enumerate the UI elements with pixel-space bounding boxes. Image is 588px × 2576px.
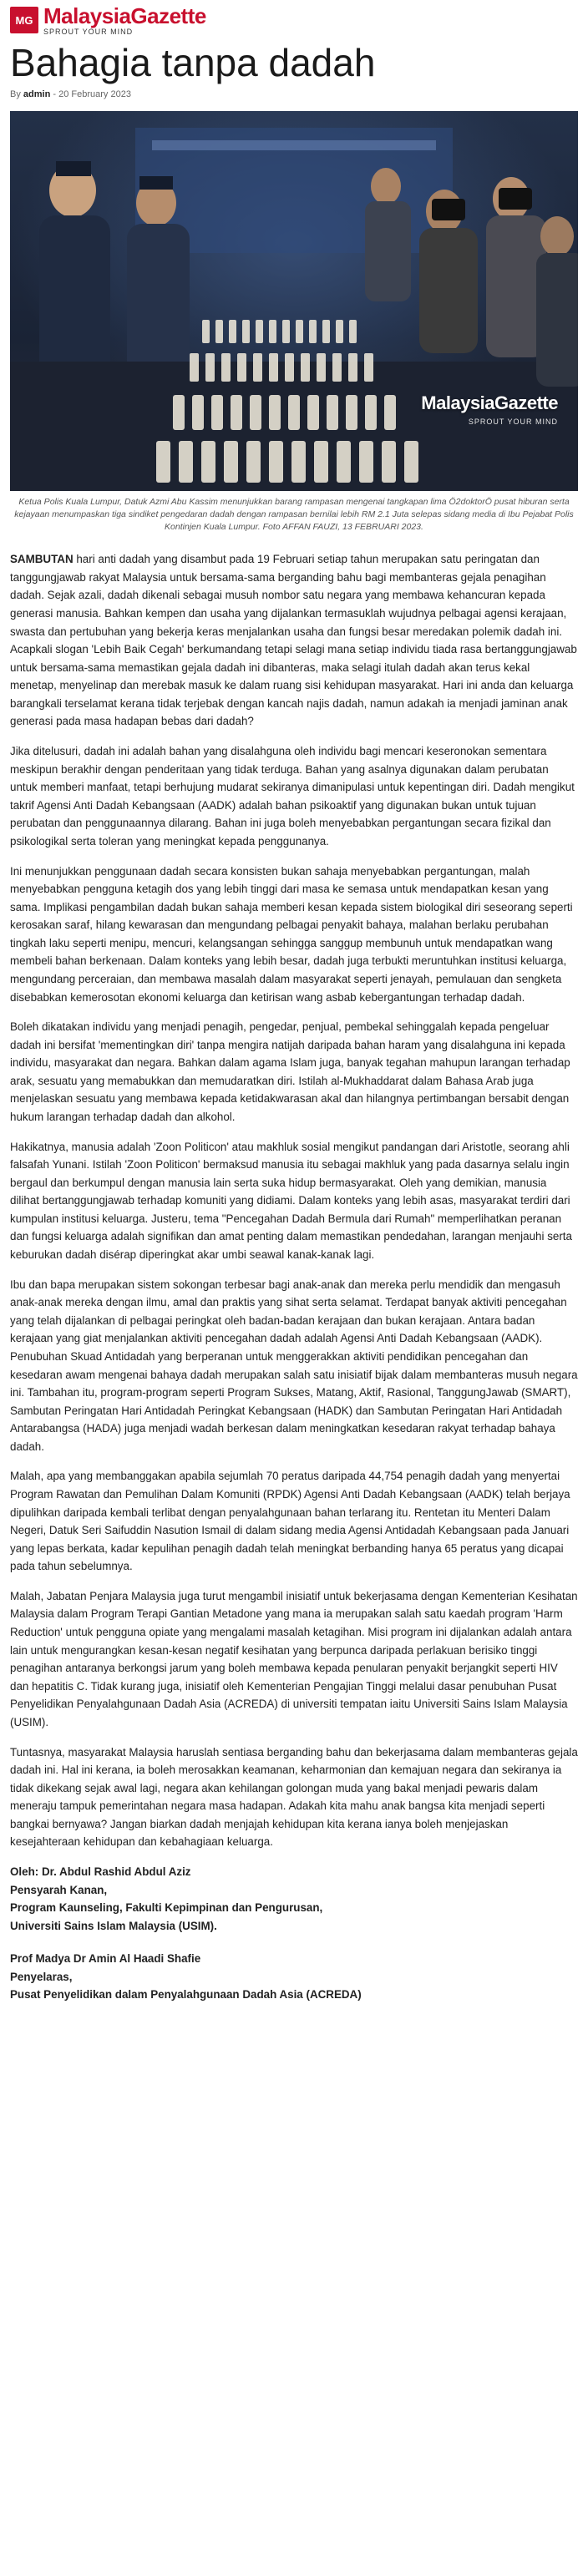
article-paragraph-8: Malah, Jabatan Penjara Malaysia juga turut mengambil inisiatif untuk bekerjasama dengan Kementerian Kesihatan Malaysia dalam Program Terapi Gantian Metadone yang mana ia merupakan salah satu kaedah program 'Harm Reduction' untuk pengguna opiate yang mengalami masalah ketagihan. Misi program ini dijalankan adalah antara lain untuk mengurangkan kesan-kesan negatif kesihatan yang berpunca daripada perlakuan berisiko tinggi penagihan antaranya berkongsi jarum yang boleh membawa kepada penularan penyakit berjangkit seperti HIV dan hepatitis C. Tidak kurang juga, inisiatif oleh Kementerian Pengajian Tinggi melalui dasar penubuhan Pusat Penyelidikan Penyalahgunaan Dadah Asia (ACREDA) di universiti tempatan iaitu Universiti Sains Islam Malaysia (USIM). bbox=[10, 1589, 578, 1728]
site-logo-text: MalaysiaGazette bbox=[43, 3, 206, 28]
signature-line: Penyelaras, bbox=[10, 1970, 73, 1983]
article-paragraph-6: Ibu dan bapa merupakan sistem sokongan terbesar bagi anak-anak dan mereka perlu mendidik dan mengasuh anak-anak mereka dengan ilmu, amal dan praktis yang sihat serta selamat. Terdapat banyak aktiviti pencegahan yang telah dijalankan di pelbagai peringkat oleh badan-badan kerajaan dan bukan kerajaan. Antara badan kerajaan yang giat menjalankan aktiviti pencegahan dadah adalah Agensi Anti Dadah Kebangsaan (AADK). Penubuhan Skuad Antidadah yang berperanan untuk menggerakkan aktiviti pendidikan pencegahan dan kesedaran awam mengenai bahaya dadah merupakan salah satu inisiatif bijak dalam membanteras musuh negara ini. Tambahan itu, program-program seperti Program Sukses, Matang, Aktif, Rasional, TanggungJawab (SMART), Sambutan Peringatan Hari Antidadah Peringkat Kebangsaan (HADK) dan Sambutan Peringatan Hari Antidadah Antarabangsa (HADA) juga menjadi wadah berkesan dalam meningkatkan kesedaran rakyat terhadap bahaya dadah. bbox=[10, 1278, 578, 1453]
article-paragraph-5: Hakikatnya, manusia adalah 'Zoon Politicon' atau makhluk sosial mengikut pandangan dari Aristotle, seorang ahli falsafah Yunani. Istilah 'Zoon Politicon' bermaksud manusia itu sebagai makhluk yang pada dasarnya selalu ingin bergaul dan berkumpul dengan manusia lain serta suka hidup bermasyarakat. Oleh yang demikian, manusia dilihat bertanggungjawab terhadap komuniti yang didiami. Dalam konteks yang lebih asas, masyarakat terdiri dari kumpulan institusi keluarga. Justeru, tema "Pencegahan Dadah Bermula dari Rumah" memperlihatkan peranan dan fungsi keluarga adalah signifikan dan amat penting dalam memastikan pendedahan, larangan menjauhi serta keburukan dadah disérap diperingkat akar umbi seawal kanak-kanak lagi. bbox=[10, 1140, 572, 1262]
lead-word: SAMBUTAN bbox=[10, 553, 74, 566]
author-signature-2 bbox=[10, 1950, 578, 2004]
paragraph-text: hari anti dadah yang disambut pada 19 Februari setiap tahun merupakan satu peringatan dan tanggungjawab rakyat Malaysia untuk bersama-sama berganding bahu bagi membanteras gejala penagihan dadah. Sejak azali, dadah dikenali sebagai musuh nombor satu negara yang membawa kehancuran kepada generasi manusia. Bahkan kempen dan usaha yang dijalankan termasuklah wujudnya pelbagai agensi kerajaan, swasta dan pertubuhan yang bekerja keras menjalankan usaha dan fungsi besar meredakan polemik dadah ini. Acapkali slogan 'Lebih Baik Cegah' berkumandang tetapi selagi mana setiap individu tiada rasa bertanggungjawab untuk bersama-sama memastikan gejala dadah ini dibanteras, maka selagi itulah dadah akan terus kekal menetap, menyelinap dan merebak masuk ke dalam ruang sisi kehidupan masyarakat. Hari ini anda dan keluarga barangkali terselamat kerana tidak terjebak dengan kancah najis dadah, namun adakah ia menjadi jaminan anak generasi pada masa hadapan bebas dari dadah? bbox=[10, 553, 577, 728]
article-paragraph-3: Ini menunjukkan penggunaan dadah secara konsisten bukan sahaja menyebabkan pergantungan, malah menyebabkan pengguna ketagih dos yang lebih tinggi dari masa ke semasa untuk mendapatkan kesan yang sama. Implikasi pengambilan dadah bukan sahaja memberi kesan kepada sistem biologikal diri seseorang seperti kerosakan saraf, hilang kewarasan dan mengundang pelbagai penyakit bahaya, malahan berlaku perubahan tingkah laku seperti menipu, mencuri, kelangsangan sehingga sanggup membunuh untuk mendapatkan wang membeli bahan berkenaan. Dalam konteks yang lebih besar, dadah juga terbukti meruntuhkan institusi keluarga, mengundang perceraian, dan membawa masalah dalam masyarakat seperti jenayah, pemulauan dan sengketa disebabkan kemerosotan ekonomi keluarga dan ketirisan wang asbab kebergantungan terhadap dadah. bbox=[10, 864, 573, 1004]
article-title: Bahagia tanpa dadah bbox=[10, 41, 376, 84]
hero-photo-illustration bbox=[10, 111, 578, 491]
author-link[interactable]: admin bbox=[23, 89, 51, 99]
site-tagline: SPROUT YOUR MIND bbox=[43, 27, 134, 36]
hero-watermark: MalaysiaGazette bbox=[421, 392, 558, 413]
article-paragraph-2: Jika ditelusuri, dadah ini adalah bahan yang disalahguna oleh individu bagi mencari keseronokan sementara meskipun berakhir dengan penderitaan yang tidak terduga. Bahan yang asalnya digunakan dalam perubatan untuk memberi manfaat, tetapi berhujung mudarat sekiranya dimanipulasi untuk kepentingan diri. Dadah mengikut takrif Agensi Anti Dadah Kebangsaan (AADK) adalah bahan psikoaktif yang digunakan bukan untuk tujuan perubatan dan penggunaannya dilarang. Bahan ini juga boleh menyebabkan pergantungan secara fizikal dan psikologikal serta toleran yang meningkat kepada penggunanya. bbox=[10, 745, 575, 848]
article-paragraph-4: Boleh dikatakan individu yang menjadi penagih, pengedar, penjual, pembekal sehinggalah kepada pengeluar dadah ini bersifat 'mementingkan diri' tanpa mengira natijah daripada bahan haram yang disalahguna ini kepada individu, masyarakat dan negara. Bahkan dalam agama Islam juga, banyak tegahan mahupun larangan terhadap arak, sesuatu yang memabukkan dan memudaratkan diri. Istilah al-Mukhaddarat dalam Bahasa Arab juga menjelaskan sesuatu yang membawa kepada ketidakwarasan akal dan hilangnya pertimbangan bersabit dengan hukum larangan terhadap dadah dan alkohol. bbox=[10, 1020, 570, 1124]
byline-separator: - bbox=[53, 89, 57, 99]
signature-line: Prof Madya Dr Amin Al Haadi Shafie bbox=[10, 1952, 201, 1966]
signature-line: Pensyarah Kanan, bbox=[10, 1883, 108, 1896]
article-paragraph-1 bbox=[10, 550, 578, 731]
article-paragraph-9: Tuntasnya, masyarakat Malaysia haruslah sentiasa berganding bahu dan bekerjasama dalam membanteras gejala dadah ini. Hal ini kerana, ia boleh merosakkan keamanan, keharmonian dan kemajuan negara dan sekiranya ia tidak dikekang sejak awal lagi, negara akan kehilangan golongan muda yang bakal menjadi pewaris dalam meneraju tampuk pemerintahan negara masa hadapan. Adakah kita mahu anak bangsa kita menjadi seperti bangkai bernyawa? Jangan biarkan dadah menjajah kehidupan kita kerana ianya boleh menjejaskan kesejahteraan kehidupan dan kebahagiaan keluarga. bbox=[10, 1745, 578, 1849]
signature-line: Universiti Sains Islam Malaysia (USIM). bbox=[10, 1919, 217, 1932]
signature-line: Program Kaunseling, Fakulti Kepimpinan dan Pengurusan, bbox=[10, 1901, 323, 1915]
hero-image bbox=[10, 111, 578, 491]
article-body bbox=[10, 550, 578, 2004]
publish-date: 20 February 2023 bbox=[58, 89, 131, 99]
site-logo-mark[interactable]: MG bbox=[10, 7, 38, 33]
site-header bbox=[10, 0, 578, 38]
author-signature-1 bbox=[10, 1863, 578, 1935]
byline bbox=[10, 89, 578, 99]
site-logo[interactable] bbox=[43, 5, 206, 36]
signature-line: Pusat Penyelidikan dalam Penyalahgunaan Dadah Asia (ACREDA) bbox=[10, 1988, 362, 2002]
byline-prefix: By bbox=[10, 89, 21, 99]
image-caption: Ketua Polis Kuala Lumpur, Datuk Azmi Abu Kassim menunjukkan barang rampasan mengenai tangkapan lima Ö2doktorÖ pusat hiburan serta kejayaan menumpaskan tiga sindiket pengedaran dadah dengan rampasan bernilai lebih RM 2.1 Juta selepas sidang media di Ibu Pejabat Polis Kontinjen Kuala Lumpur. Foto AFFAN FAUZI, 13 FEBRUARI 2023. bbox=[14, 496, 574, 533]
article-paragraph-7: Malah, apa yang membanggakan apabila sejumlah 70 peratus daripada 44,754 penagih dadah yang menyertai Program Rawatan dan Pemulihan Dalam Komuniti (RPDK) Agensi Anti Dadah Kebangsaan (AADK) telah berjaya dipulihkan daripada kembali terlibat dengan penyalahgunaan bahan terlarang itu. Rentetan itu Menteri Dalam Negeri, Datuk Seri Saifuddin Nasution Ismail di dalam sidang media Agensi Antidadah Kebangsaan pada Januari yang lepas berkata, kadar kepulihan penagih dadah telah meningkat berbanding hanya 65 peratus yang dicapai pada tahun sebelumnya. bbox=[10, 1470, 570, 1573]
signature-line: Oleh: Dr. Abdul Rashid Abdul Aziz bbox=[10, 1865, 191, 1878]
hero-watermark-tagline: SPROUT YOUR MIND bbox=[468, 417, 558, 426]
